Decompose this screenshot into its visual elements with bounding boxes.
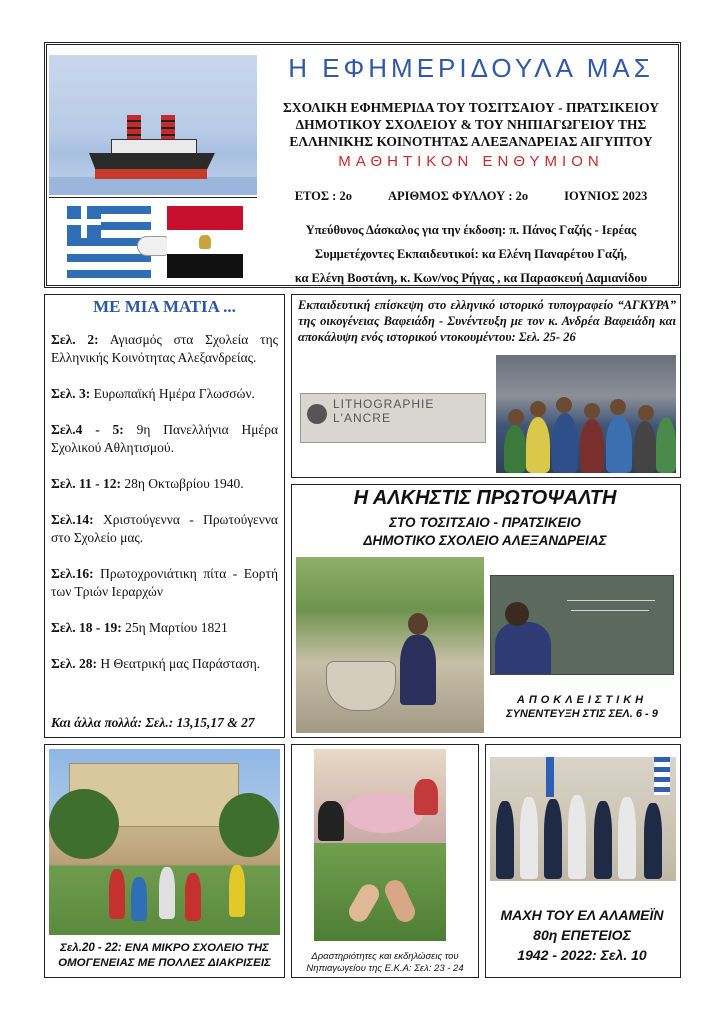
toc-page: Σελ. 11 - 12: bbox=[51, 476, 121, 491]
small-school-article bbox=[44, 744, 285, 978]
toc-item bbox=[51, 421, 278, 457]
toc-text: Η Θεατρική μας Παράσταση. bbox=[100, 656, 261, 671]
ship-funnel bbox=[127, 115, 141, 141]
ship-painting-image bbox=[49, 55, 257, 195]
sign-text: L'ANCRE bbox=[333, 411, 391, 425]
ceremony-students-photo bbox=[490, 757, 676, 881]
anchor-icon bbox=[307, 404, 327, 424]
toc-text: Πρωτοχρονιάτικη πίτα - Εορτή των Τριών Ιεραρχών bbox=[51, 566, 278, 599]
school-courtyard-photo bbox=[49, 749, 280, 935]
students-visit-photo bbox=[496, 355, 676, 473]
toc-item bbox=[51, 385, 278, 403]
toc-item bbox=[51, 511, 278, 547]
chalkboard-photo bbox=[490, 575, 674, 675]
toc-text: Ευρωπαϊκή Ημέρα Γλωσσών. bbox=[93, 386, 255, 401]
eagle-emblem-icon bbox=[199, 235, 211, 249]
toc-item bbox=[51, 655, 278, 673]
toc-item bbox=[51, 565, 278, 601]
toc-page: Σελ.16: bbox=[51, 566, 94, 581]
alkistis-feature bbox=[291, 484, 681, 738]
el-alamein-article bbox=[485, 744, 681, 978]
newspaper-masthead: Η ΕΦΗΜΕΡΙΔΟΥΛΑ ΜΑΣ bbox=[288, 53, 654, 83]
subtitle-line: ΣΧΟΛΙΚΗ ΕΦΗΜΕΡΙΔΑ ΤΟΥ ΤΟΣΙΤΣΑΙΟΥ - ΠΡΑΤΣΙΚΕΙΟΥ bbox=[283, 100, 659, 115]
subtitle-line: ΔΗΜΟΤΙΚΟΥ ΣΧΟΛΕΙΟΥ & ΤΟΥ ΝΗΠΙΑΓΩΓΕΙΟΥ ΤΗΣ bbox=[295, 117, 647, 132]
toc-page: Σελ. 18 - 19: bbox=[51, 620, 122, 635]
toc-page: Σελ.4 - 5: bbox=[51, 422, 124, 437]
alamein-pages: 1942 - 2022: Σελ. 10 bbox=[517, 947, 647, 963]
schoolyard-fountain-photo bbox=[296, 557, 484, 733]
kindergarten-table-photo bbox=[314, 749, 446, 843]
feature-title: Η ΑΛΚΗΣΤΙΣ ΠΡΩΤΟΨΑΛΤΗ bbox=[353, 487, 617, 509]
kindergarten-caption: Δραστηριότητες και εκδηλώσεις του Νηπιαγωγείου της Ε.Κ.Α: Σελ: 23 - 24 bbox=[306, 951, 464, 974]
print-shop-visit-article bbox=[291, 294, 681, 478]
ship-hull-stripe bbox=[95, 169, 207, 179]
toc-item bbox=[51, 331, 278, 367]
toc-title: ΜΕ ΜΙΑ ΜΑΤΙΑ ... bbox=[93, 297, 236, 316]
feature-subtitle: ΣΤΟ ΤΟΣΙΤΣΑΙΟ - ΠΡΑΤΣΙΚΕΙΟ bbox=[389, 515, 581, 530]
toc-page: Σελ. 3: bbox=[51, 386, 91, 401]
toc-text: 9η Πανελλήνια Ημέρα Σχολικού Αθλητισμού. bbox=[51, 422, 279, 455]
memento-heading: ΜΑΘΗΤΙΚΟΝ ΕΝΘΥΜΙΟΝ bbox=[338, 153, 604, 170]
front-page-header bbox=[44, 42, 681, 288]
toc-item bbox=[51, 619, 278, 637]
toc-page: Σελ.14: bbox=[51, 512, 94, 527]
toc-more: Και άλλα πολλά: Σελ.: 13,15,17 & 27 bbox=[51, 715, 255, 730]
alamein-title: ΜΑΧΗ ΤΟΥ ΕΛ ΑΛΑΜΕΪΝ bbox=[500, 907, 664, 923]
issue-info bbox=[259, 189, 681, 204]
toc-item bbox=[51, 475, 278, 493]
feature-subtitle: ΔΗΜΟΤΙΚΟ ΣΧΟΛΕΙΟ ΑΛΕΞΑΝΔΡΕΙΑΣ bbox=[363, 533, 607, 548]
issue-year: ΕΤΟΣ : 2ο bbox=[294, 189, 352, 203]
staff-line: κα Ελένη Βοστάνη, κ. Κων/νος Ρήγας , κα Παρασκευή Δαμιανίδου bbox=[294, 271, 648, 285]
sea-water bbox=[49, 177, 257, 195]
issue-sheet-number: ΑΡΙΘΜΟΣ ΦΥΛΛΟΥ : 2ο bbox=[387, 189, 529, 203]
staff-line: Συμμετέχοντες Εκπαιδευτικοί: κα Ελένη Παναρέτου Γαζή, bbox=[314, 247, 628, 261]
toc-text: Αγιασμός στα Σχολεία της Ελληνικής Κοινότητας Αλεξανδρείας. bbox=[51, 332, 278, 365]
sign-text: LITHOGRAPHIE bbox=[333, 397, 435, 411]
school-caption: Σελ.20 - 22: ΕΝΑ ΜΙΚΡΟ ΣΧΟΛΕΙΟ ΤΗΣ ΟΜΟΓΕΝΕΙΑΣ ΜΕ ΠΟΛΛΕΣ ΔΙΑΚΡΙΣΕΙΣ bbox=[58, 942, 271, 969]
exclusive-label: ΑΠΟΚΛΕΙΣΤΙΚΗ bbox=[516, 694, 648, 706]
exclusive-pages: ΣΥΝΕΝΤΕΥΞΗ ΣΤΙΣ ΣΕΛ. 6 - 9 bbox=[506, 708, 658, 720]
kindergarten-article bbox=[291, 744, 479, 978]
toc-page: Σελ. 28: bbox=[51, 656, 97, 671]
staff-line: Υπεύθυνος Δάσκαλος για την έκδοση: π. Πάνος Γαζής - Ιερέας bbox=[305, 223, 637, 237]
toc-text: 28η Οκτωβρίου 1940. bbox=[124, 476, 244, 491]
ship-deck bbox=[111, 139, 197, 154]
table-of-contents bbox=[44, 294, 285, 738]
alamein-anniversary: 80η ΕΠΕΤΕΙΟΣ bbox=[533, 927, 631, 943]
visit-article-text: Εκπαιδευτική επίσκεψη στο ελληνικό ιστορικό τυπογραφείο “ΑΓΚΥΡΑ” της οικογένειας Βαφειάδη - Συνέντευξη με τον κ. Ανδρέα Βαφειάδη και αποκάλυψη ενός ιστορικού ντοκουμέντου: Σελ. 25- 26 bbox=[298, 298, 676, 344]
issue-date: ΙΟΥΝΙΟΣ 2023 bbox=[564, 189, 648, 203]
subtitle-line: ΕΛΛΗΝΙΚΗΣ ΚΟΙΝΟΤΗΤΑΣ ΑΛΕΞΑΝΔΡΕΙΑΣ ΑΙΓΥΠΤΟΥ bbox=[289, 134, 653, 149]
kindergarten-hands-photo bbox=[314, 843, 446, 941]
egyptian-flag-icon bbox=[167, 206, 243, 278]
exclusive-interview-note bbox=[488, 693, 676, 721]
lithographie-sign-image bbox=[300, 393, 486, 443]
ship-funnel bbox=[161, 115, 175, 141]
toc-text: 25η Μαρτίου 1821 bbox=[125, 620, 228, 635]
greece-egypt-flags-image bbox=[49, 197, 257, 283]
toc-text: Χριστούγεννα - Πρωτούγεννα στο Σχολείο μας. bbox=[51, 512, 278, 545]
toc-page: Σελ. 2: bbox=[51, 332, 99, 347]
